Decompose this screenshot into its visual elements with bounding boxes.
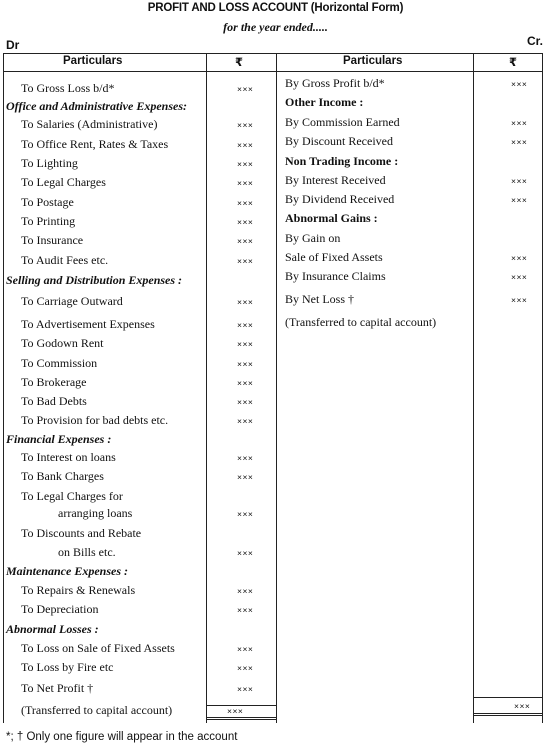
debit-row-text: (Transferred to capital account) (21, 703, 173, 717)
credit-row-amount: ××× (511, 79, 528, 89)
credit-row-text: Other Income : (285, 95, 364, 109)
center-divider (276, 53, 277, 723)
debit-amount-divider (206, 53, 207, 723)
footnote: *; † Only one figure will appear in the account (6, 731, 238, 743)
debit-row-amount: ××× (237, 663, 254, 673)
debit-row-amount: ××× (237, 472, 254, 482)
credit-row-amount: ××× (511, 272, 528, 282)
debit-row-text: To Bad Debts (21, 394, 87, 408)
debit-row-amount: ××× (237, 644, 254, 654)
page-title: PROFIT AND LOSS ACCOUNT (Horizontal Form) (147, 2, 404, 14)
debit-row-text: To Interest on loans (21, 450, 116, 464)
debit-row-text: To Office Rent, Rates & Taxes (21, 137, 169, 151)
debit-row-text: Financial Expenses : (6, 432, 112, 446)
debit-row-amount: ××× (237, 140, 254, 150)
debit-row-text: To Legal Charges (21, 175, 106, 189)
credit-row-text: By Dividend Received (285, 192, 395, 206)
credit-row-text: By Insurance Claims (285, 269, 386, 283)
credit-total: ××× (514, 701, 531, 711)
credit-total-rule-top (473, 697, 543, 698)
debit-row-amount: ××× (237, 684, 254, 694)
credit-row-text: (Transferred to capital account) (285, 315, 437, 329)
dr-label: Dr (6, 38, 20, 52)
account-table (3, 53, 543, 723)
credit-row-text: Sale of Fixed Assets (285, 250, 383, 264)
credit-amount-divider (473, 53, 474, 723)
debit-row-text: To Loss by Fire etc (21, 660, 114, 674)
debit-row-text: To Net Profit † (21, 681, 94, 695)
debit-row-text: Selling and Distribution Expenses : (6, 273, 183, 287)
debit-row-amount: ××× (237, 217, 254, 227)
debit-row-text: on Bills etc. (58, 545, 116, 559)
credit-row-text: Abnormal Gains : (285, 211, 378, 225)
credit-row-amount: ××× (511, 295, 528, 305)
credit-row-text: By Commission Earned (285, 115, 400, 129)
credit-row-amount: ××× (511, 118, 528, 128)
debit-row-text: To Brokerage (21, 375, 87, 389)
debit-total: ××× (227, 706, 244, 716)
debit-row-text: To Legal Charges for (21, 489, 123, 503)
credit-total-rule-double (473, 715, 543, 716)
debit-row-amount: ××× (237, 586, 254, 596)
debit-row-text: To Provision for bad debts etc. (21, 413, 169, 427)
debit-particulars-header: Particulars (63, 55, 123, 67)
debit-row-text: To Depreciation (21, 602, 99, 616)
debit-row-text: To Lighting (21, 156, 78, 170)
credit-row-text: By Gain on (285, 231, 341, 245)
debit-row-amount: ××× (237, 416, 254, 426)
credit-row-text: By Interest Received (285, 173, 386, 187)
credit-row-amount: ××× (511, 253, 528, 263)
debit-row-text: To Carriage Outward (21, 294, 123, 308)
debit-row-amount: ××× (237, 320, 254, 330)
debit-row-amount: ××× (237, 453, 254, 463)
debit-row-text: To Salaries (Administrative) (21, 117, 158, 131)
debit-row-amount: ××× (237, 339, 254, 349)
credit-row-text: By Discount Received (285, 134, 393, 148)
debit-row-text: To Godown Rent (21, 336, 104, 350)
debit-row-text: To Advertisement Expenses (21, 317, 155, 331)
debit-row-text: To Repairs & Renewals (21, 583, 136, 597)
credit-row-text: By Gross Profit b/d* (285, 76, 385, 90)
debit-row-amount: ××× (237, 397, 254, 407)
debit-row-amount: ××× (237, 378, 254, 388)
debit-row-amount: ××× (237, 178, 254, 188)
page-subtitle: for the year ended..... (223, 20, 328, 34)
debit-row-text: To Gross Loss b/d* (21, 81, 115, 95)
debit-row-text: To Printing (21, 214, 76, 228)
debit-row-amount: ××× (237, 236, 254, 246)
table-border-right (542, 53, 543, 723)
credit-row-amount: ××× (511, 176, 528, 186)
debit-row-text: Office and Administrative Expenses: (6, 99, 187, 113)
credit-row-text: Non Trading Income : (285, 154, 399, 168)
credit-row-amount: ××× (511, 195, 528, 205)
debit-row-amount: ××× (237, 548, 254, 558)
debit-row-amount: ××× (237, 359, 254, 369)
debit-row-amount: ××× (237, 198, 254, 208)
debit-total-rule-bottom (206, 717, 276, 718)
debit-row-amount: ××× (237, 256, 254, 266)
credit-row-text: By Net Loss † (285, 292, 354, 306)
debit-row-amount: ××× (237, 159, 254, 169)
debit-row-text: To Audit Fees etc. (21, 253, 109, 267)
debit-row-amount: ××× (237, 120, 254, 130)
debit-row-amount: ××× (237, 297, 254, 307)
table-border-left (3, 53, 4, 723)
credit-particulars-header: Particulars (343, 55, 403, 67)
table-top-rule (3, 53, 543, 54)
header-bottom-rule (3, 71, 543, 72)
debit-row-amount: ××× (237, 509, 254, 519)
debit-row-text: To Insurance (21, 233, 84, 247)
debit-row-amount: ××× (237, 605, 254, 615)
debit-row-text: To Commission (21, 356, 98, 370)
debit-row-text: To Postage (21, 195, 74, 209)
credit-total-rule-bottom (473, 713, 543, 714)
cr-label: Cr. (526, 34, 543, 48)
debit-row-text: To Loss on Sale of Fixed Assets (21, 641, 175, 655)
debit-row-amount: ××× (237, 84, 254, 94)
debit-row-text: Maintenance Expenses : (6, 564, 129, 578)
debit-row-text: To Discounts and Rebate (21, 526, 142, 540)
debit-rupee-header: ₹ (235, 57, 244, 69)
credit-rupee-header: ₹ (509, 57, 518, 69)
debit-row-text: arranging loans (58, 506, 133, 520)
debit-total-rule-double (206, 719, 276, 720)
debit-row-text: Abnormal Losses : (6, 622, 99, 636)
debit-row-text: To Bank Charges (21, 469, 104, 483)
credit-row-amount: ××× (511, 137, 528, 147)
